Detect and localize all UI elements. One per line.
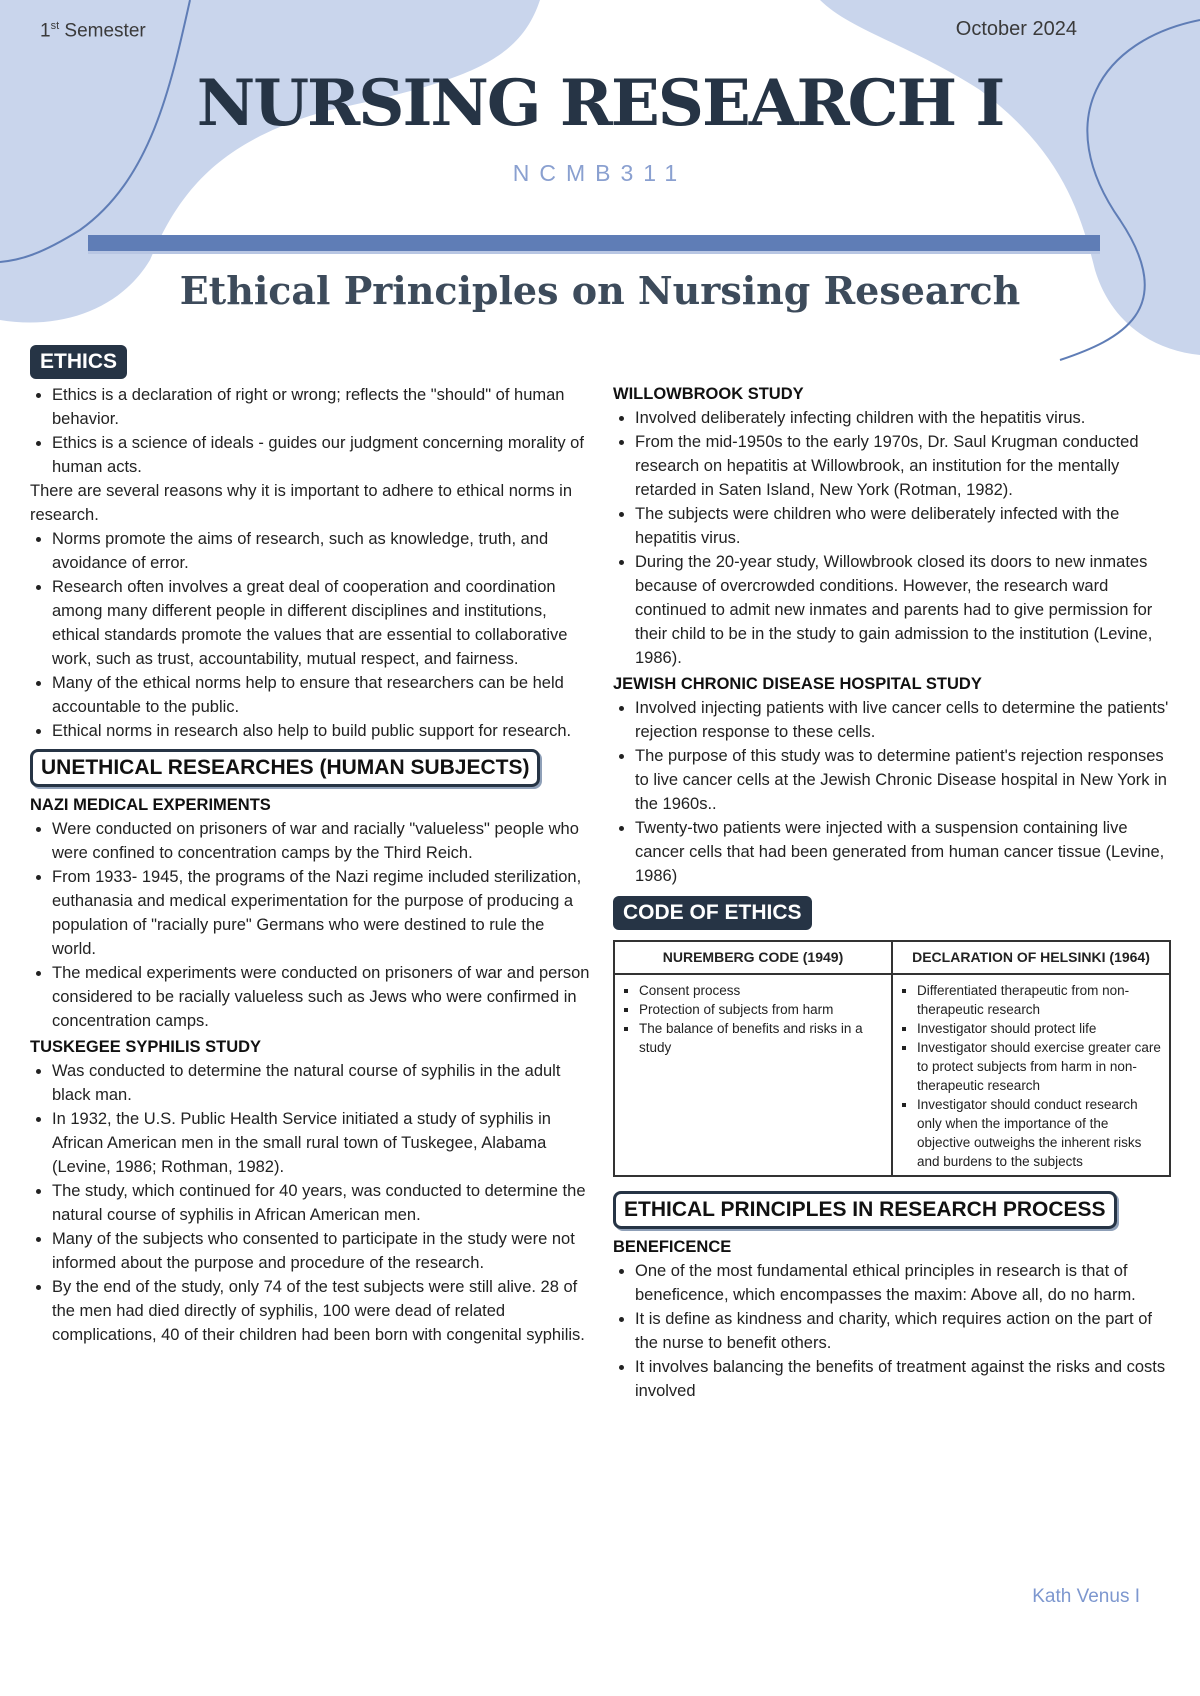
list-item: • One of the most fundamental ethical principles in research is that of beneficence, which encompasses the maxim: Above all, do no harm. — [635, 1259, 1173, 1307]
list-item: • It involves balancing the benefits of treatment against the risks and costs involved — [635, 1355, 1173, 1403]
beneficence-list — [613, 1259, 1173, 1403]
code-of-ethics-table — [613, 940, 1171, 1177]
author-footer: Kath Venus I — [1032, 1586, 1140, 1607]
jewish-title: JEWISH CHRONIC DISEASE HOSPITAL STUDY — [613, 675, 982, 693]
semester-word: Semester — [64, 20, 146, 42]
list-item: ▪ Protection of subjects from harm — [639, 1000, 885, 1019]
list-item: ▪ The balance of benefits and risks in a study — [639, 1019, 885, 1057]
beneficence-title: BENEFICENCE — [613, 1238, 732, 1256]
tuskegee-list — [30, 1059, 590, 1347]
list-item: • Involved injecting patients with live cancer cells to determine the patients' rejection response to these cells. — [635, 696, 1173, 744]
jewish-list — [613, 696, 1173, 888]
list-item: • Ethics is a science of ideals - guides our judgment concerning morality of human acts. — [52, 431, 590, 479]
semester-superscript: st — [50, 20, 60, 32]
ethics-heading: ETHICS — [30, 345, 127, 379]
right-column — [613, 380, 1173, 1403]
helsinki-cell — [892, 974, 1170, 1176]
list-item: • Was conducted to determine the natural course of syphilis in the adult black man. — [52, 1059, 590, 1107]
list-item: • During the 20-year study, Willowbrook closed its doors to new inmates because of overcrowded conditions. However, the research ward continued to admit new inmates and parents had to give permission for their child to be in the study to gain admission to the institution (Levine, 1986). — [635, 550, 1173, 670]
page-title: NURSING RESEARCH I — [196, 66, 1004, 141]
list-item: • The study, which continued for 40 years, was conducted to determine the natural course of syphilis in African American men. — [52, 1179, 590, 1227]
list-item: ▪ Consent process — [639, 981, 885, 1000]
left-column — [30, 345, 590, 1347]
table-row — [614, 974, 1170, 1176]
nazi-title: NAZI MEDICAL EXPERIMENTS — [30, 796, 271, 814]
list-item: • Many of the subjects who consented to participate in the study were not informed about the purpose and procedure of the research. — [52, 1227, 590, 1275]
helsinki-header: DECLARATION OF HELSINKI (1964) — [892, 941, 1170, 974]
ethics-intro: There are several reasons why it is important to adhere to ethical norms in research. — [30, 482, 573, 524]
list-item: • Ethical norms in research also help to build public support for research. — [52, 719, 590, 743]
list-item: • Many of the ethical norms help to ensure that researchers can be held accountable to the public. — [52, 671, 590, 719]
list-item: • From the mid-1950s to the early 1970s, Dr. Saul Krugman conducted research on hepatitis at Willowbrook, an institution for the mentally retarded in Saten Island, New York (Rotman, 1982). — [635, 430, 1173, 502]
willowbrook-title: WILLOWBROOK STUDY — [613, 385, 804, 403]
list-item: • From 1933- 1945, the programs of the Nazi regime included sterilization, euthanasia and medical experimentation for the purpose of producing a population of "racially pure" Germans who were destined to rule the world. — [52, 865, 590, 961]
list-item: • Ethics is a declaration of right or wrong; reflects the "should" of human behavior. — [52, 383, 590, 431]
header-divider-shadow — [88, 251, 1100, 254]
nuremberg-cell — [614, 974, 892, 1176]
list-item: ▪ Investigator should conduct research only when the importance of the objective outweighs the inherent risks and burdens to the subjects — [917, 1095, 1163, 1171]
list-item: • The purpose of this study was to determine patient's rejection responses to live cancer cells at the Jewish Chronic Disease hospital in New York in the 1960s.. — [635, 744, 1173, 816]
list-item: • Norms promote the aims of research, such as knowledge, truth, and avoidance of error. — [52, 527, 590, 575]
list-item: • The subjects were children who were deliberately infected with the hepatitis virus. — [635, 502, 1173, 550]
section-heading: Ethical Principles on Nursing Research — [179, 268, 1021, 313]
header-divider — [88, 235, 1100, 251]
list-item: • It is define as kindness and charity, which requires action on the part of the nurse to benefit others. — [635, 1307, 1173, 1355]
list-item: • By the end of the study, only 74 of the test subjects were still alive. 28 of the men had died directly of syphilis, 100 were dead of related complications, 40 of their children had been born with congenital syphilis. — [52, 1275, 590, 1347]
nazi-list — [30, 817, 590, 1033]
list-item: ▪ Investigator should exercise greater care to protect subjects from harm in non-therapeutic research — [917, 1038, 1163, 1095]
code-of-ethics-heading: CODE OF ETHICS — [613, 896, 812, 930]
list-item: ▪ Investigator should protect life — [917, 1019, 1163, 1038]
semester-number: 1 — [40, 20, 51, 42]
list-item: • In 1932, the U.S. Public Health Service initiated a study of syphilis in African American men in the small rural town of Tuskegee, Alabama (Levine, 1986; Rothman, 1982). — [52, 1107, 590, 1179]
tuskegee-title: TUSKEGEE SYPHILIS STUDY — [30, 1038, 262, 1056]
course-code: NCMB311 — [512, 160, 688, 186]
list-item: • Were conducted on prisoners of war and racially "valueless" people who were confined to concentration camps by the Third Reich. — [52, 817, 590, 865]
list-item: • Involved deliberately infecting children with the hepatitis virus. — [635, 406, 1173, 430]
table-header-row — [614, 941, 1170, 974]
list-item: • Twenty-two patients were injected with a suspension containing live cancer cells that had been generated from human cancer tissue (Levine, 1986) — [635, 816, 1173, 888]
list-item: • Research often involves a great deal of cooperation and coordination among many different people in different disciplines and institutions, ethical standards promote the values that are essential to collaborative work, such as trust, accountability, mutual respect, and fairness. — [52, 575, 590, 671]
ethics-definitions-list — [30, 383, 590, 479]
date-label: October 2024 — [955, 18, 1077, 40]
nuremberg-header: NUREMBERG CODE (1949) — [614, 941, 892, 974]
unethical-heading: UNETHICAL RESEARCHES (HUMAN SUBJECTS) — [30, 749, 540, 787]
willowbrook-list — [613, 406, 1173, 670]
semester-label — [40, 20, 146, 42]
principles-heading: ETHICAL PRINCIPLES IN RESEARCH PROCESS — [613, 1191, 1117, 1229]
ethics-reasons-list — [30, 527, 590, 743]
list-item: • The medical experiments were conducted on prisoners of war and person considered to be racially valueless such as Jews who were confirmed in concentration camps. — [52, 961, 590, 1033]
list-item: ▪ Differentiated therapeutic from non-therapeutic research — [917, 981, 1163, 1019]
